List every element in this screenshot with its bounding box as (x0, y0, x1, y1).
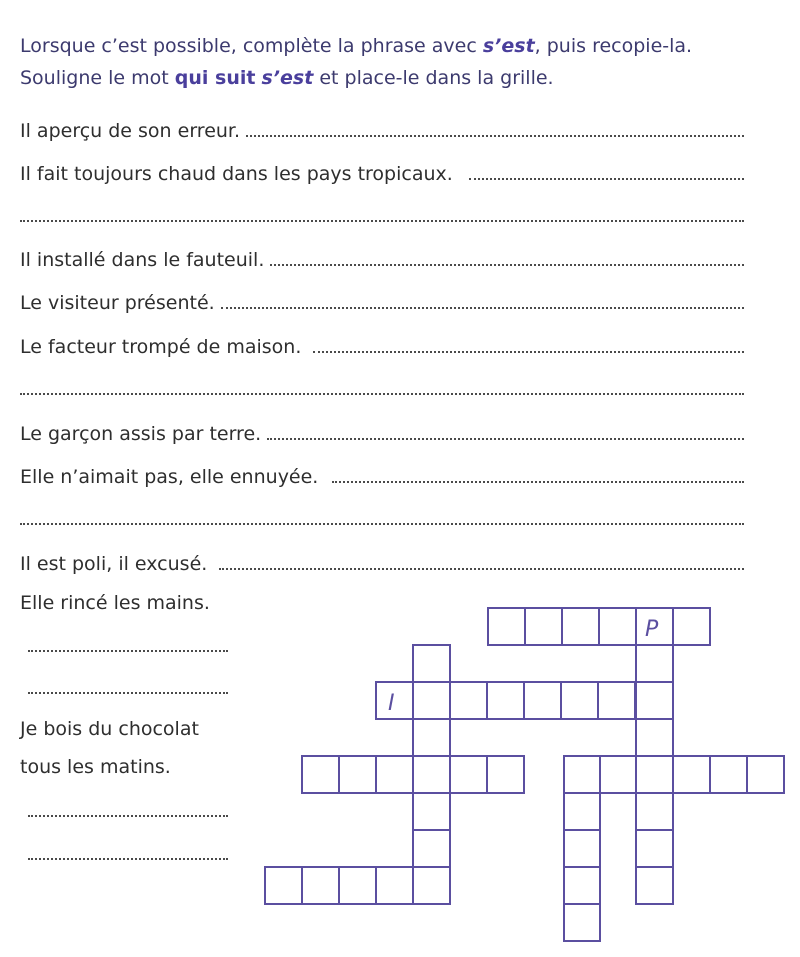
crossword-cell[interactable] (413, 645, 450, 682)
sentence-text: Il fait toujours chaud dans les pays tropicaux. (20, 163, 453, 185)
crossword-cell[interactable] (339, 867, 376, 904)
crossword-cell[interactable] (710, 756, 747, 793)
instruction-text: et place-le dans la grille. (313, 67, 554, 89)
sentence-text: Le visiteur présenté. (20, 292, 215, 314)
sentence-text: Je bois du chocolat (20, 718, 199, 740)
sentence-text: Il est poli, il excusé. (20, 553, 208, 575)
crossword-cell[interactable] (525, 608, 562, 645)
crossword-cell[interactable] (413, 682, 450, 719)
crossword-cell[interactable] (413, 867, 450, 904)
crossword-cell[interactable] (413, 793, 450, 830)
crossword-cell[interactable] (636, 682, 673, 719)
crossword-cell[interactable] (302, 756, 339, 793)
crossword-cell[interactable] (376, 756, 413, 793)
crossword-cell[interactable] (376, 867, 413, 904)
crossword-cell[interactable] (636, 645, 673, 682)
crossword-cell[interactable] (562, 608, 599, 645)
crossword-cell[interactable] (561, 682, 598, 719)
crossword-cell[interactable] (487, 682, 524, 719)
crossword-cell[interactable] (636, 719, 673, 756)
crossword-cell[interactable] (487, 756, 524, 793)
sentence-text: Il aperçu de son erreur. (20, 120, 241, 142)
crossword-cell[interactable] (413, 830, 450, 867)
crossword-cell[interactable] (636, 793, 673, 830)
crossword-cell[interactable] (673, 756, 710, 793)
instruction-text: Souligne le mot (20, 67, 175, 89)
crossword-cell[interactable] (564, 830, 600, 867)
instruction-keyword: qui suit (174, 67, 256, 89)
sentence-text: Le facteur trompé de maison. (20, 336, 302, 358)
crossword-cell[interactable] (636, 756, 673, 793)
sentence-text: Le garçon assis par terre. (20, 423, 262, 445)
crossword-cell[interactable] (636, 830, 673, 867)
crossword-cell[interactable] (747, 756, 784, 793)
crossword-cell[interactable] (599, 608, 636, 645)
instruction-keyword: s’est (261, 67, 314, 89)
sentence-text: tous les matins. (20, 756, 171, 778)
crossword-cell[interactable] (636, 867, 673, 904)
crossword-letter: I (388, 691, 395, 716)
crossword-cell[interactable] (376, 682, 413, 719)
crossword-cell[interactable] (564, 793, 600, 830)
crossword-cell[interactable] (265, 867, 302, 904)
crossword-cell[interactable] (302, 867, 339, 904)
crossword-cell[interactable] (413, 719, 450, 756)
crossword-cell[interactable] (450, 756, 487, 793)
instruction-keyword: s’est (482, 35, 535, 57)
crossword-cell[interactable] (598, 682, 635, 719)
crossword-cell[interactable] (564, 756, 600, 793)
sentence-text: Il installé dans le fauteuil. (20, 249, 265, 271)
crossword-cell[interactable] (339, 756, 376, 793)
crossword-cell[interactable] (488, 608, 525, 645)
crossword-letter: P (645, 617, 659, 642)
instruction-text: , puis recopie-la. (534, 35, 693, 57)
crossword-cell[interactable] (564, 867, 600, 904)
crossword-cell[interactable] (600, 756, 636, 793)
crossword-cell[interactable] (450, 682, 487, 719)
crossword-cell[interactable] (524, 682, 561, 719)
crossword-cell[interactable] (564, 904, 600, 941)
sentence-text: Elle n’aimait pas, elle ennuyée. (20, 466, 319, 488)
sentence-text: Elle rincé les mains. (20, 592, 210, 614)
instruction-text: Lorsque c’est possible, complète la phrase avec (20, 35, 483, 57)
crossword-cell[interactable] (673, 608, 710, 645)
crossword-cell[interactable] (413, 756, 450, 793)
